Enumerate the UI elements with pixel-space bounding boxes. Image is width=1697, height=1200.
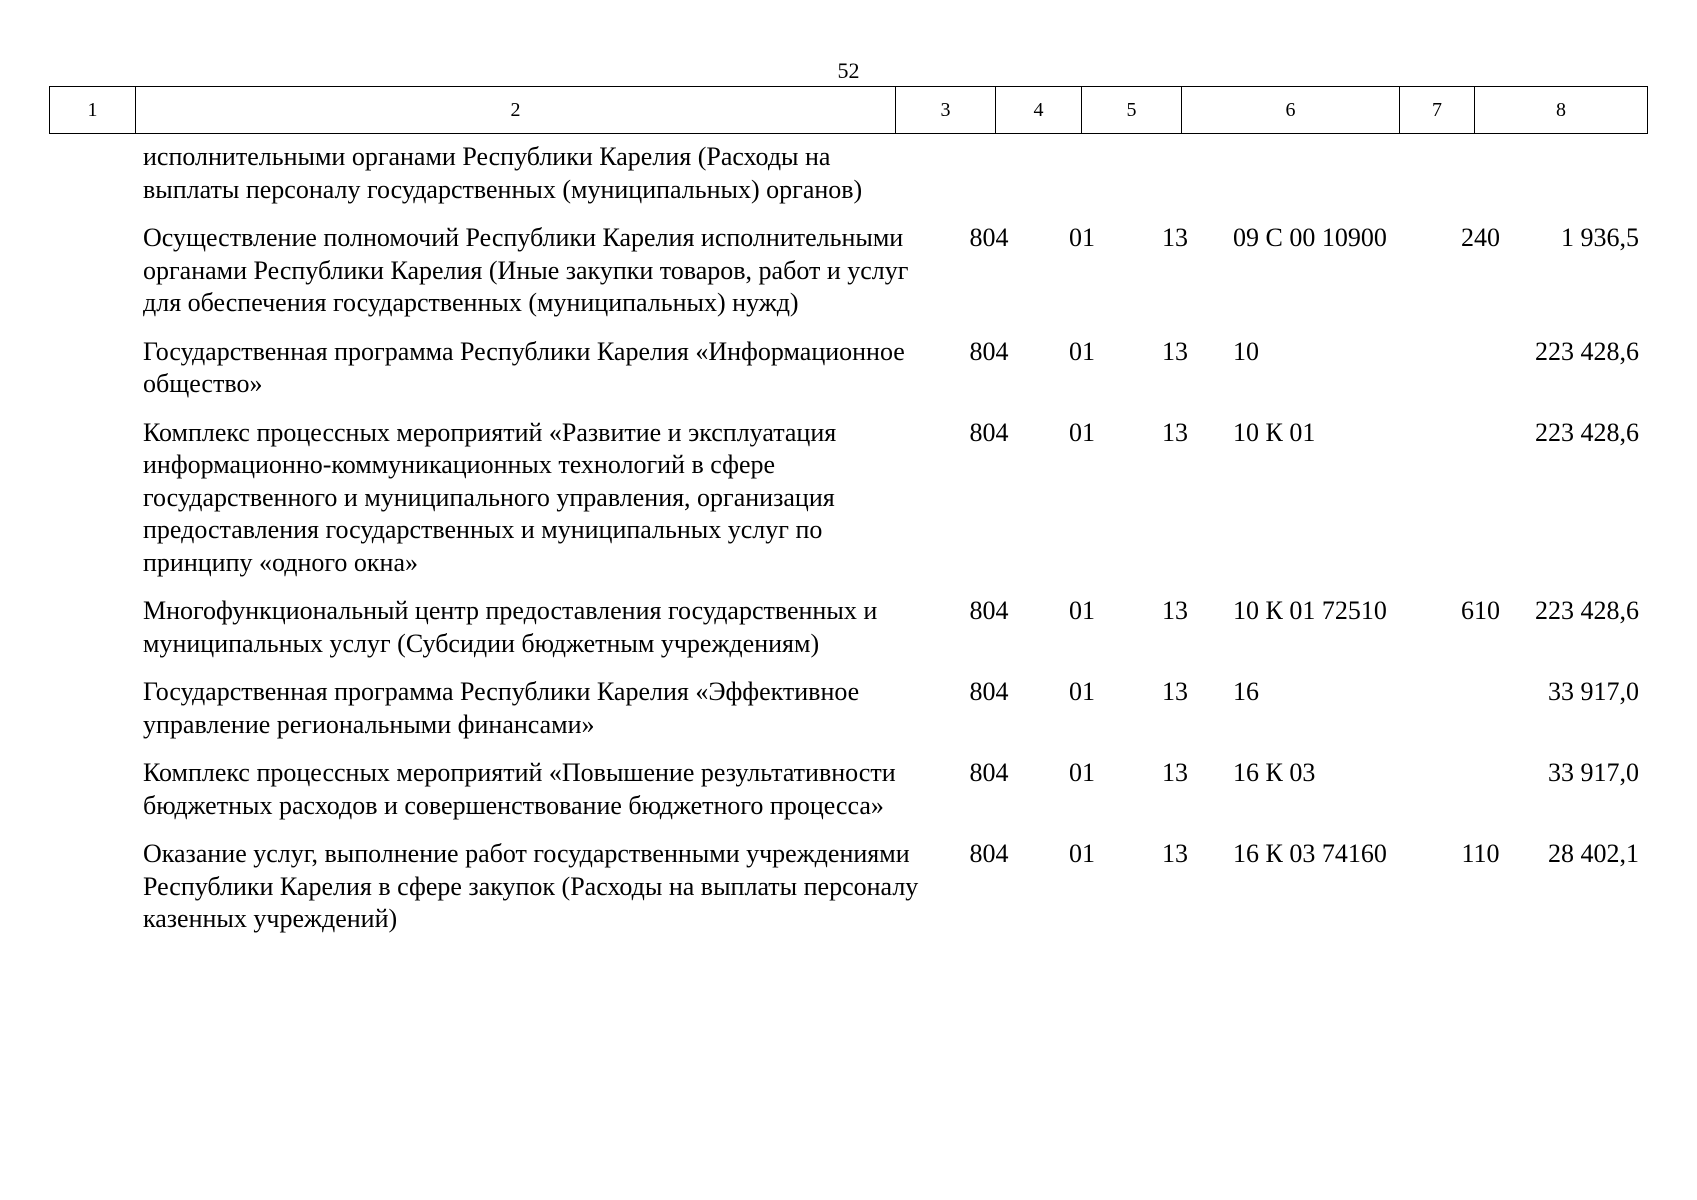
table-row [49,741,1647,822]
table-row [49,206,1647,320]
row-ministry-code: 804 [969,596,1009,625]
row-expense-type-code [1443,141,1518,206]
row-name [49,579,939,660]
row-subsection-code: 13 [1162,839,1188,868]
row-expense-type-code: 610 [1461,596,1500,625]
header-cell-1: 1 [50,87,136,134]
table-row [49,822,1647,936]
row-amount: 1 936,5 [1561,223,1639,252]
row-section-code [1039,141,1125,206]
row-section-code: 01 [1069,596,1095,625]
row-ministry-code [939,141,1039,206]
row-subsection-code: 13 [1162,223,1188,252]
row-target-item-code: 10 К 01 72510 [1233,596,1387,625]
budget-rows [49,141,1647,936]
row-name-text: Оказание услуг, выполнение работ государственными учреждениями Республики Карелия в сфере закупок (Расходы на выплаты персоналу казенных учреждений) [143,839,919,933]
row-section-code: 01 [1069,758,1095,787]
table-row [49,579,1647,660]
row-amount: 223 428,6 [1535,417,1639,447]
table-row [49,660,1647,741]
header-cell-4: 4 [996,87,1082,134]
row-subsection-code: 13 [1162,596,1188,625]
row-amount: 28 402,1 [1548,839,1639,868]
row-name [49,401,939,580]
row-amount: 33 917,0 [1548,758,1639,787]
row-name-text: Осуществление полномочий Республики Карелия исполнительными органами Республики Карелия (Иные закупки товаров, работ и услуг для обеспечения государственных (муниципальных) нужд) [143,223,909,317]
row-name-text: Государственная программа Республики Карелия «Информационное общество» [143,336,905,398]
row-expense-type-code: 110 [1461,839,1500,868]
row-ministry-code: 804 [969,223,1009,252]
budget-table-body [49,141,1647,936]
table-row [49,320,1647,401]
header-row [50,87,1648,134]
row-subsection-code: 13 [1162,336,1188,366]
page-number: 52 [837,58,860,83]
row-target-item-code: 16 К 03 74160 [1233,839,1387,868]
table-row [49,141,1647,206]
row-section-code: 01 [1069,223,1095,252]
row-name-text: Комплекс процессных мероприятий «Развитие и эксплуатация информационно-коммуникационных технологий в сфере государственного и муниципального управления, организация предоставления государственных и муниципальных услуг по принципу «одного окна» [143,417,837,577]
row-section-code: 01 [1069,839,1095,868]
row-name [49,320,939,401]
row-expense-type-code [1443,401,1518,580]
row-subsection-code: 13 [1162,758,1188,787]
row-amount: 223 428,6 [1535,336,1639,366]
row-target-item-code: 09 С 00 10900 [1233,223,1387,252]
column-number-header [49,86,1648,134]
row-amount: 33 917,0 [1548,677,1639,706]
row-name [49,206,939,320]
row-section-code: 01 [1069,417,1095,447]
row-name-text: исполнительными органами Республики Карелия (Расходы на выплаты персоналу государственных (муниципальных) органов) [143,142,863,204]
row-name [49,822,939,936]
row-expense-type-code [1443,320,1518,401]
row-ministry-code: 804 [969,677,1009,706]
row-subsection-code: 13 [1162,417,1188,447]
row-target-item-code: 16 [1233,677,1259,706]
row-section-code: 01 [1069,677,1095,706]
row-expense-type-code: 240 [1461,223,1500,252]
row-name [49,660,939,741]
row-expense-type-code [1443,660,1518,741]
row-subsection-code: 13 [1162,677,1188,706]
row-name [49,141,939,206]
row-name-text: Государственная программа Республики Карелия «Эффективное управление региональными финансами» [143,677,860,739]
header-cell-8: 8 [1475,87,1648,134]
header-cell-3: 3 [896,87,996,134]
row-ministry-code: 804 [969,336,1009,366]
row-target-item-code: 10 [1233,336,1259,366]
row-amount [1518,141,1647,206]
row-target-item-code [1225,141,1443,206]
row-name-text: Многофункциональный центр предоставления государственных и муниципальных услуг (Субсидии бюджетным учреждениям) [143,596,878,658]
table-row [49,401,1647,580]
header-cell-2: 2 [136,87,896,134]
row-amount: 223 428,6 [1535,596,1639,625]
row-name-text: Комплекс процессных мероприятий «Повышение результативности бюджетных расходов и совершенствование бюджетного процесса» [143,758,896,820]
row-ministry-code: 804 [969,417,1009,447]
row-expense-type-code [1443,741,1518,822]
header-cell-5: 5 [1082,87,1182,134]
row-subsection-code [1125,141,1225,206]
row-target-item-code: 16 К 03 [1233,758,1316,787]
row-section-code: 01 [1069,336,1095,366]
header-cell-6: 6 [1182,87,1400,134]
row-ministry-code: 804 [969,758,1009,787]
header-cell-7: 7 [1400,87,1475,134]
row-target-item-code: 10 К 01 [1233,417,1316,447]
row-ministry-code: 804 [969,839,1009,868]
row-name [49,741,939,822]
